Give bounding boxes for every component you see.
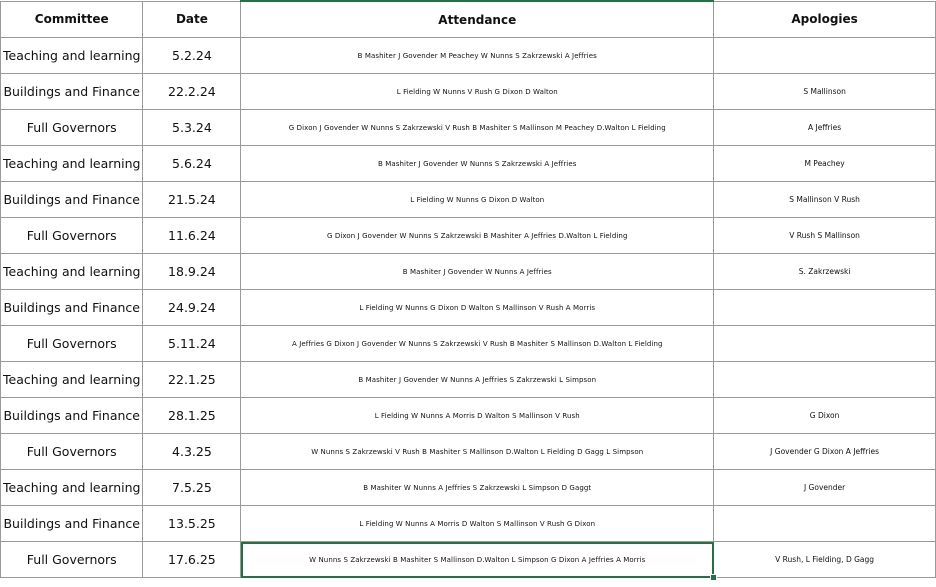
cell-date[interactable]: 5.6.24 — [143, 146, 241, 182]
cell-date[interactable]: 11.6.24 — [143, 218, 241, 254]
table-row — [1, 182, 936, 218]
cell-attendance[interactable]: B Mashiter W Nunns A Jeffries S Zakrzewski L Simpson D Gaggt — [241, 470, 714, 506]
cell-date[interactable]: 18.9.24 — [143, 254, 241, 290]
cell-date[interactable]: 7.5.25 — [143, 470, 241, 506]
cell-attendance[interactable]: W Nunns S Zakrzewski V Rush B Mashiter S Mallinson D.Walton L Fielding D Gagg L Simpson — [241, 434, 714, 470]
table-row — [1, 74, 936, 110]
cell-date[interactable]: 22.2.24 — [143, 74, 241, 110]
cell-attendance[interactable]: B Mashiter J Govender W Nunns A Jeffries — [241, 254, 714, 290]
cell-committee[interactable]: Full Governors — [1, 218, 143, 254]
cell-attendance[interactable]: A Jeffries G Dixon J Govender W Nunns S Zakrzewski V Rush B Mashiter S Mallinson D.Walton L Fielding — [241, 326, 714, 362]
cell-attendance[interactable]: G Dixon J Govender W Nunns S Zakrzewski B Mashiter A Jeffries D.Walton L Fielding — [241, 218, 714, 254]
table-row — [1, 398, 936, 434]
cell-date[interactable]: 5.11.24 — [143, 326, 241, 362]
cell-committee[interactable]: Buildings and Finance — [1, 74, 143, 110]
cell-attendance[interactable]: L Fielding W Nunns G Dixon D Walton S Mallinson V Rush A Morris — [241, 290, 714, 326]
cell-apologies[interactable]: S. Zakrzewski — [714, 254, 936, 290]
table-row — [1, 506, 936, 542]
cell-date[interactable]: 17.6.25 — [143, 542, 241, 578]
cell-committee[interactable]: Full Governors — [1, 110, 143, 146]
cell-apologies[interactable]: J Govender — [714, 470, 936, 506]
cell-apologies[interactable] — [714, 362, 936, 398]
cell-attendance[interactable]: W Nunns S Zakrzewski B Mashiter S Mallinson D.Walton L Simpson G Dixon A Jeffries A Morris — [241, 542, 714, 578]
header-apologies[interactable]: Apologies — [714, 1, 936, 38]
header-committee[interactable]: Committee — [1, 1, 143, 38]
table-row — [1, 434, 936, 470]
cell-committee[interactable]: Buildings and Finance — [1, 398, 143, 434]
cell-apologies[interactable]: M Peachey — [714, 146, 936, 182]
cell-committee[interactable]: Full Governors — [1, 542, 143, 578]
cell-committee[interactable]: Teaching and learning — [1, 362, 143, 398]
header-attendance[interactable]: Attendance — [241, 1, 714, 38]
cell-committee[interactable]: Teaching and learning — [1, 38, 143, 74]
cell-date[interactable]: 4.3.25 — [143, 434, 241, 470]
cell-attendance[interactable]: B Mashiter J Govender W Nunns A Jeffries S Zakrzewski L Simpson — [241, 362, 714, 398]
cell-apologies[interactable]: G Dixon — [714, 398, 936, 434]
cell-committee[interactable]: Teaching and learning — [1, 470, 143, 506]
cell-attendance[interactable]: G Dixon J Govender W Nunns S Zakrzewski V Rush B Mashiter S Mallinson M Peachey D.Walton L Fielding — [241, 110, 714, 146]
cell-attendance[interactable]: L Fielding W Nunns G Dixon D Walton — [241, 182, 714, 218]
cell-apologies[interactable]: S Mallinson V Rush — [714, 182, 936, 218]
table-row — [1, 470, 936, 506]
table-body — [1, 38, 936, 578]
cell-apologies[interactable]: V Rush, L Fielding, D Gagg — [714, 542, 936, 578]
header-date[interactable]: Date — [143, 1, 241, 38]
cell-apologies[interactable] — [714, 38, 936, 74]
cell-committee[interactable]: Buildings and Finance — [1, 182, 143, 218]
header-row — [1, 1, 936, 38]
cell-attendance[interactable]: L Fielding W Nunns A Morris D Walton S Mallinson V Rush G Dixon — [241, 506, 714, 542]
cell-committee[interactable]: Buildings and Finance — [1, 506, 143, 542]
cell-committee[interactable]: Full Governors — [1, 326, 143, 362]
cell-apologies[interactable] — [714, 326, 936, 362]
table-row — [1, 38, 936, 74]
cell-apologies[interactable]: V Rush S Mallinson — [714, 218, 936, 254]
table-row — [1, 542, 936, 578]
cell-attendance[interactable]: L Fielding W Nunns A Morris D Walton S Mallinson V Rush — [241, 398, 714, 434]
cell-committee[interactable]: Full Governors — [1, 434, 143, 470]
cell-committee[interactable]: Teaching and learning — [1, 146, 143, 182]
cell-apologies[interactable] — [714, 290, 936, 326]
cell-attendance[interactable]: B Mashiter J Govender W Nunns S Zakrzewski A Jeffries — [241, 146, 714, 182]
cell-attendance[interactable]: B Mashiter J Govender M Peachey W Nunns S Zakrzewski A Jeffries — [241, 38, 714, 74]
cell-apologies[interactable] — [714, 506, 936, 542]
table-row — [1, 362, 936, 398]
cell-date[interactable]: 13.5.25 — [143, 506, 241, 542]
cell-committee[interactable]: Teaching and learning — [1, 254, 143, 290]
cell-committee[interactable]: Buildings and Finance — [1, 290, 143, 326]
cell-apologies[interactable]: J Govender G Dixon A Jeffries — [714, 434, 936, 470]
cell-date[interactable]: 28.1.25 — [143, 398, 241, 434]
fill-handle[interactable] — [710, 574, 717, 581]
cell-date[interactable]: 22.1.25 — [143, 362, 241, 398]
table-row — [1, 326, 936, 362]
cell-date[interactable]: 5.3.24 — [143, 110, 241, 146]
cell-apologies[interactable]: S Mallinson — [714, 74, 936, 110]
table-row — [1, 146, 936, 182]
cell-attendance[interactable]: L Fielding W Nunns V Rush G Dixon D Walton — [241, 74, 714, 110]
cell-date[interactable]: 24.9.24 — [143, 290, 241, 326]
table-row — [1, 290, 936, 326]
cell-date[interactable]: 5.2.24 — [143, 38, 241, 74]
cell-date[interactable]: 21.5.24 — [143, 182, 241, 218]
table-row — [1, 110, 936, 146]
table-row — [1, 218, 936, 254]
cell-apologies[interactable]: A Jeffries — [714, 110, 936, 146]
table-row — [1, 254, 936, 290]
